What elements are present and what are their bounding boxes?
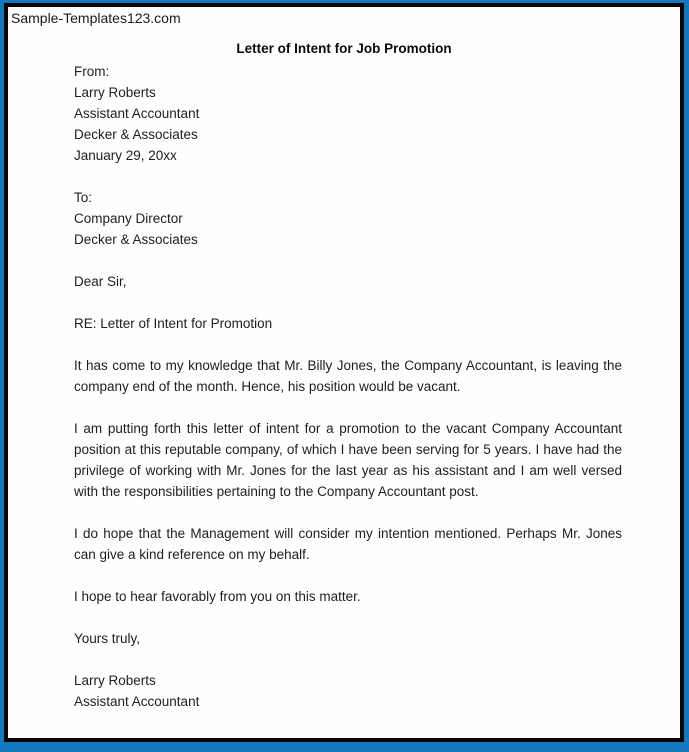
signature-name: Larry Roberts bbox=[74, 673, 156, 688]
paragraph-4: I hope to hear favorably from you on this matter. bbox=[74, 589, 361, 604]
signature-title: Assistant Accountant bbox=[74, 694, 200, 709]
subject-line: RE: Letter of Intent for Promotion bbox=[74, 316, 273, 331]
from-company: Decker & Associates bbox=[74, 127, 198, 142]
to-label: To: bbox=[74, 190, 93, 205]
signature-block bbox=[74, 670, 622, 712]
document-page bbox=[4, 3, 684, 742]
to-company: Decker & Associates bbox=[74, 232, 198, 247]
paragraph-2: I am putting forth this letter of intent for a promotion to the vacant Company Accountant position at this reputable company, of which I have been serving for 5 years. I have had the privilege of working with Mr. Jones for the last year as his assistant and I am well versed with the responsibilities pertaining to the Company Accountant post. bbox=[74, 421, 622, 499]
from-label: From: bbox=[74, 64, 110, 79]
letter-date: January 29, 20xx bbox=[74, 148, 177, 163]
page-title: Letter of Intent for Job Promotion bbox=[236, 41, 452, 56]
to-title: Company Director bbox=[74, 211, 183, 226]
to-block bbox=[74, 187, 622, 250]
letter-body bbox=[74, 61, 622, 712]
site-header: Sample-Templates123.com bbox=[11, 10, 181, 26]
from-name: Larry Roberts bbox=[74, 85, 156, 100]
from-title: Assistant Accountant bbox=[74, 106, 200, 121]
paragraph-3: I do hope that the Management will consider my intention mentioned. Perhaps Mr. Jones can give a kind reference on my behalf. bbox=[74, 526, 622, 562]
closing: Yours truly, bbox=[74, 631, 141, 646]
salutation: Dear Sir, bbox=[74, 274, 127, 289]
paragraph-1: It has come to my knowledge that Mr. Billy Jones, the Company Accountant, is leaving the company end of the month. Hence, his position would be vacant. bbox=[74, 358, 622, 394]
from-block bbox=[74, 61, 622, 166]
